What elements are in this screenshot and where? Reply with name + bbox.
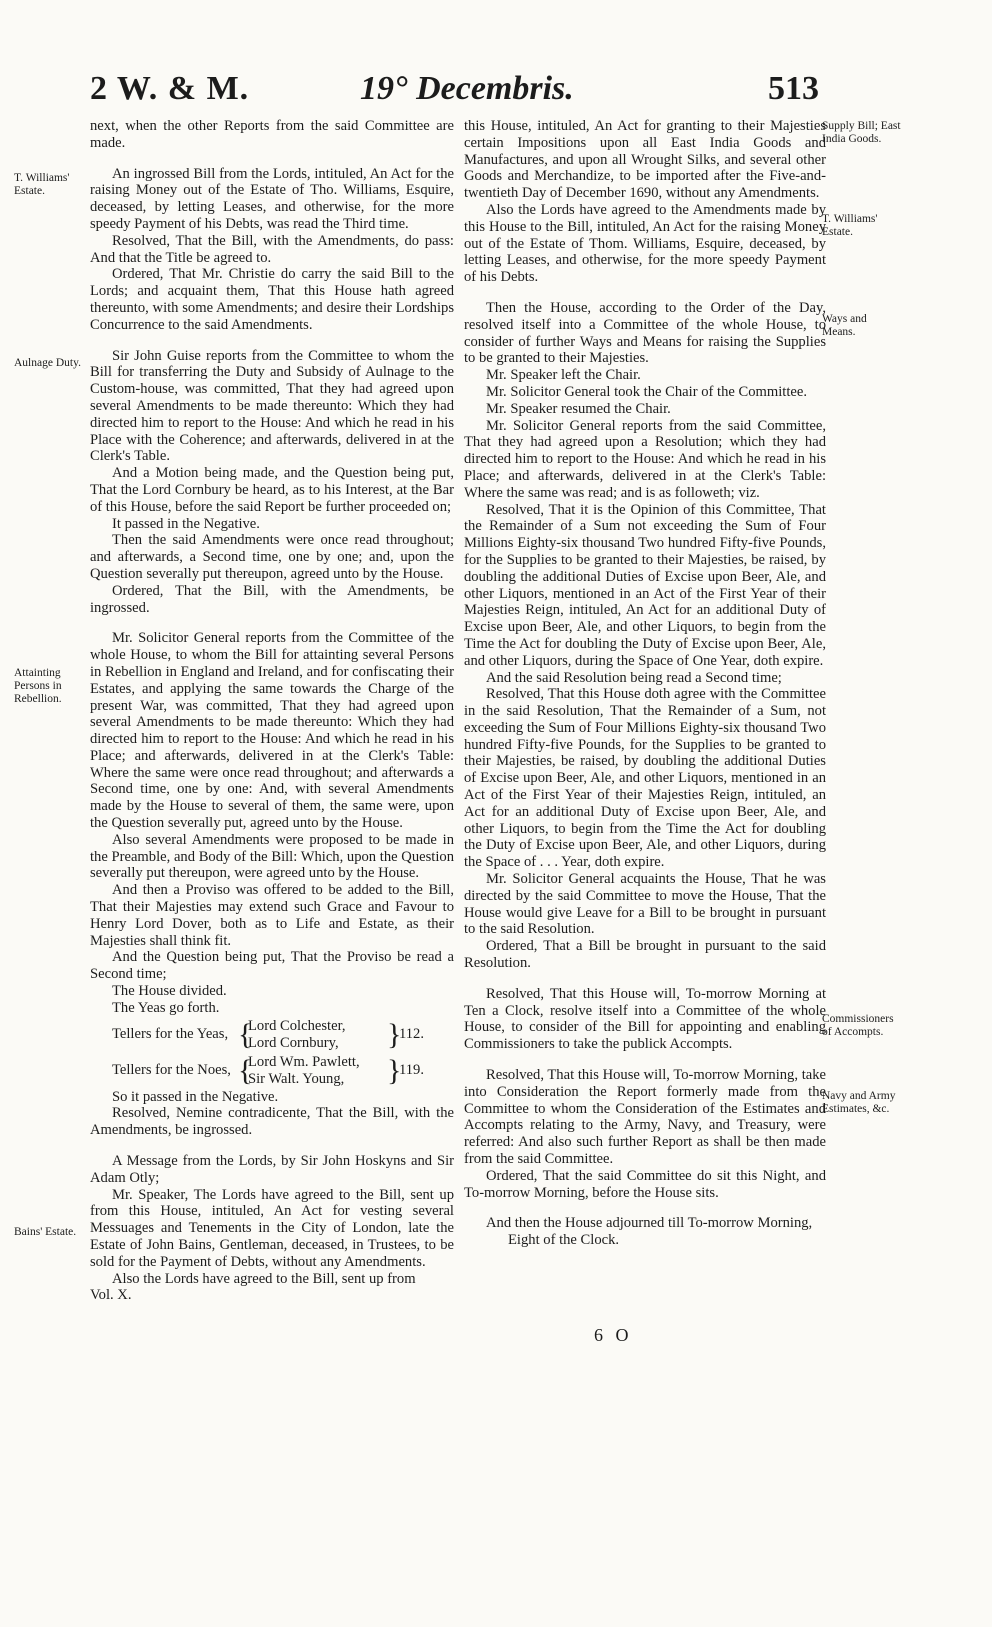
left-brace: {	[238, 1053, 253, 1087]
margin-note-williams-estate-2: T. Williams' Estate.	[822, 213, 878, 238]
paragraph: Resolved, That this House will, To-morrow Morning at Ten a Clock, resolve itself into a Committee of the whole House, to consider of the Bill for appointing and enabling Commissioners to take the publick Accompts.	[464, 985, 826, 1053]
paragraph: Sir John Guise reports from the Committee to whom the Bill for transferring the Duty and Subsidy of Aulnage to the Custom-house, was committed, That they had agreed upon several Amendments to be made thereunto: Which they had directed him to report to the House: And which he read in his Place with the Coherence; and afterwards, delivered in at the Clerk's Table.	[90, 347, 454, 465]
paragraph: Ordered, That the said Committee do sit this Night, and To-morrow Morning, before the House sits.	[464, 1167, 826, 1201]
paragraph: Mr. Solicitor General reports from the Committee of the whole House, to whom the Bill for attainting several Persons in Rebellion in England and Ireland, and for confiscating their Estates, and applying the same towards the Charge of the present War, was committed, That they had agreed upon several Amendments to be made thereunto: Which they had directed him to report to the House: And which he read in his Place; and afterwards, delivered in at the Clerk's Table: Where the same were once read throughout; and afterwards a Second time, one by one: And, with several Amendments made by the House to several of them, the same were, upon the Question severally put, agreed unto by the House.	[90, 630, 454, 832]
paragraph: Resolved, That the Bill, with the Amendments, do pass: And that the Title be agreed to.	[90, 232, 454, 266]
adjournment: And then the House adjourned till To-morrow Morning, Eight of the Clock.	[486, 1215, 813, 1249]
tellers-block	[90, 1017, 454, 1089]
paragraph: The Yeas go forth.	[112, 999, 220, 1016]
volume-signature: Vol. X.	[90, 1287, 132, 1304]
signature-mark: 6 O	[594, 1325, 633, 1345]
paragraph: And a Motion being made, and the Question being put, That the Lord Cornbury be heard, as to his Interest, at the Bar of this House, before the said Report be further proceeded on;	[90, 465, 454, 515]
paragraph: Also the Lords have agreed to the Bill, sent up from	[112, 1270, 416, 1287]
paragraph: this House, intituled, An Act for granting to their Majesties certain Impositions upon all East India Goods and Manufactures, and upon all Wrought Silks, and several other Goods and Merchandize, to be imported after the Five-and-twentieth Day of December 1690, without any Amendments.	[464, 118, 826, 202]
paragraph: next, when the other Reports from the said Committee are made.	[90, 118, 454, 151]
paragraph: A Message from the Lords, by Sir John Hoskyns and Sir Adam Otly;	[90, 1153, 454, 1186]
paragraph: Then the said Amendments were once read throughout; and afterwards, a Second time, one by one; and, upon the Question severally put thereupon, agreed unto by the House.	[90, 532, 454, 582]
paragraph: Also the Lords have agreed to the Amendments made by this House to the Bill, intituled, An Act for the raising Money out of the Estate of Thom. Williams, Esquire, deceased, by letting Leases, and otherwise, for the more speedy Payment of his Debts.	[464, 201, 826, 286]
regnal-year: 2 W. & M.	[90, 70, 250, 107]
page-header	[0, 70, 992, 116]
paragraph: Resolved, That this House will, To-morrow Morning, take into Consideration the Report formerly made from the Committee to whom the Consideration of the Estimates and Accompts relating to the Army, Navy, and Treasury, were referred: And also such further Report as shall be then made from the said Committee.	[464, 1067, 826, 1168]
paragraph: Also several Amendments were proposed to be made in the Preamble, and Body of the Bill: Which, upon the Question severally put thereupon, were agreed unto by the House.	[90, 831, 454, 882]
right-brace: }	[387, 1017, 402, 1051]
date-heading: 19° Decembris.	[360, 70, 574, 107]
margin-note-attainting: Attainting Persons in Rebellion.	[14, 667, 62, 705]
paragraph: And then a Proviso was offered to be added to the Bill, That their Majesties may extend such Grace and Favour to Henry Lord Dover, both as to Life and Estate, as their Majesties shall think fit.	[90, 882, 454, 949]
margin-note-navy-army: Navy and Army Estimates, &c.	[822, 1090, 896, 1115]
margin-note-commissioners: Commissioners of Accompts.	[822, 1013, 894, 1038]
tellers-yeas-label: Tellers for the Yeas,	[112, 1026, 229, 1043]
margin-note-aulnage-duty: Aulnage Duty.	[14, 357, 81, 369]
paragraph: Ordered, That Mr. Christie do carry the said Bill to the Lords; and acquaint them, That this House hath agreed thereunto, with some Amendments; and desire their Lordships Concurrence to the said Amendments.	[90, 266, 454, 333]
paragraph: Ordered, That the Bill, with the Amendments, be ingrossed.	[90, 582, 454, 616]
paragraph: Mr. Solicitor General took the Chair of the Committee.	[486, 383, 807, 400]
margin-note-williams-estate: T. Williams' Estate.	[14, 172, 70, 197]
teller-name: Sir Walt. Young,	[248, 1070, 345, 1087]
teller-name: Lord Cornbury,	[248, 1034, 339, 1051]
paragraph: And the Question being put, That the Proviso be read a Second time;	[90, 949, 454, 983]
paragraph: Resolved, That this House doth agree with the Committee in the said Resolution, That the Remainder of a Sum, not exceeding the Sum of Four Millions Eighty-six thousand Two hundred Fifty-five Pounds, for the Supplies to be granted to their Majesties, be raised, by doubling the additional Duties of Excise upon Beer, Ale, and other Liquors, mentioned in an Act of the First Year of their Majesties Reign, intituled, an Act for an additional Duty of Excise upon Beer, Ale, and other Liquors, to begin from the Time the Act for doubling the Duty of Excise upon Beer, Ale, and other Liquors, during the Space of . . . Year, doth expire.	[464, 686, 826, 871]
paragraph: Mr. Speaker left the Chair.	[486, 367, 641, 384]
left-column	[90, 118, 454, 1304]
paragraph: Resolved, That it is the Opinion of this Committee, That the Remainder of a Sum not exceeding the Sum of Four Millions Eighty-six thousand Two hundred Fifty-five Pounds, for the Supplies to be granted to their Majesties, be raised, by doubling the additional Duties of Excise upon Beer, Ale, and other Liquors, mentioned in an Act of the First Year of their Majesties Reign, intituled, An Act for an additional Duty of Excise upon Beer, Ale, and other Liquors, to begin from the Time the Act for doubling the Duty of Excise upon Beer, Ale, and other Liquors, during the Space of One Year, doth expire.	[464, 501, 826, 669]
paragraph: An ingrossed Bill from the Lords, intituled, An Act for the raising Money out of the Estate of Tho. Williams, Esquire, deceased, by letting Leases, and otherwise, for the more speedy Payment of his Debts, was read the Third time.	[90, 165, 454, 232]
paragraph: It passed in the Negative.	[112, 515, 260, 532]
paragraph: Then the House, according to the Order of the Day, resolved itself into a Committee of the whole House, to consider of further Ways and Means for raising the Supplies to be granted to their Majesties.	[464, 299, 826, 367]
paragraph: Mr. Speaker resumed the Chair.	[486, 400, 671, 417]
teller-name: Lord Wm. Pawlett,	[248, 1053, 360, 1070]
paragraph: And the said Resolution being read a Second time;	[486, 669, 782, 686]
margin-note-bains-estate: Bains' Estate.	[14, 1226, 77, 1238]
teller-name: Lord Colchester,	[248, 1017, 346, 1034]
paragraph: Mr. Solicitor General acquaints the House, That he was directed by the said Committee to move the House, That the House would give Leave for a Bill to be brought in pursuant to the said Resolution.	[464, 871, 826, 938]
paragraph: Ordered, That a Bill be brought in pursuant to the said Resolution.	[464, 938, 826, 972]
tellers-yeas-count: 112.	[399, 1026, 424, 1043]
right-brace: }	[387, 1053, 402, 1087]
tellers-noes-names	[248, 1054, 383, 1088]
tellers-noes	[112, 1053, 454, 1089]
paragraph: The House divided.	[112, 983, 227, 1000]
page-number: 513	[768, 70, 819, 107]
tellers-noes-count: 119.	[399, 1062, 424, 1079]
paragraph: Mr. Solicitor General reports from the said Committee, That they had agreed upon a Resolution; which they had directed him to report to the House: And which he read in his Place; and afterwards, delivered in at the Clerk's Table: Where the same was read; and is as followeth; viz.	[464, 417, 826, 501]
right-column	[464, 118, 826, 1249]
margin-note-supply-bill: Supply Bill; East India Goods.	[822, 120, 901, 145]
tellers-noes-label: Tellers for the Noes,	[112, 1062, 231, 1079]
paragraph: So it passed in the Negative.	[112, 1088, 279, 1105]
paragraph: Resolved, Nemine contradicente, That the Bill, with the Amendments, be ingrossed.	[90, 1105, 454, 1139]
tellers-yeas	[112, 1017, 454, 1053]
margin-note-ways-means: Ways and Means.	[822, 313, 867, 338]
tellers-yeas-names	[248, 1018, 383, 1052]
paragraph: Mr. Speaker, The Lords have agreed to the Bill, sent up from this House, intituled, An Act for vesting several Messuages and Tenements in the City of London, late the Estate of John Bains, Gentleman, deceased, in Trustees, to be sold for the Payment of Debts, without any Amendments.	[90, 1186, 454, 1270]
left-brace: {	[238, 1017, 253, 1051]
